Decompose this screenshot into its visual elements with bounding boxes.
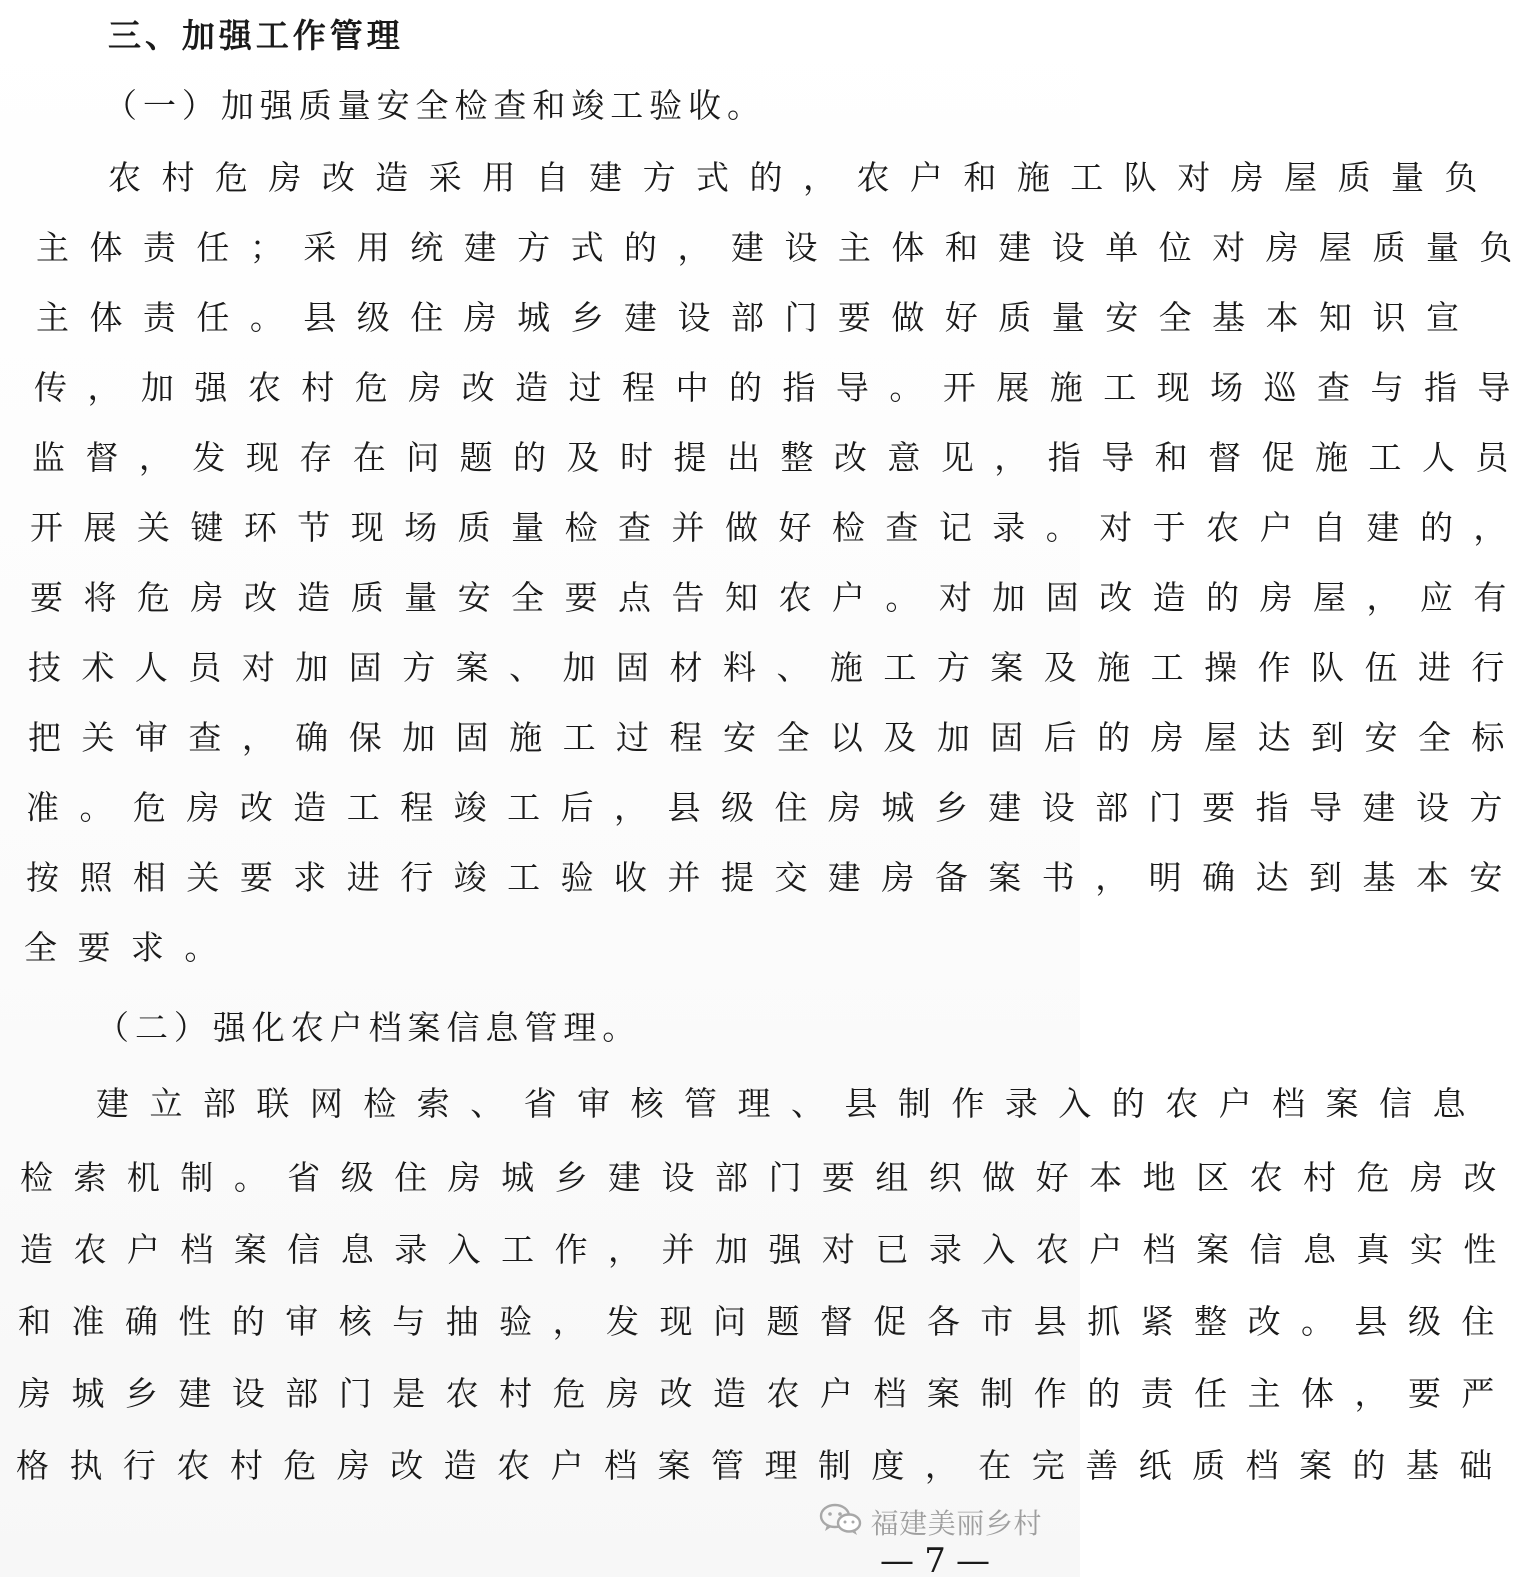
paragraph-1-line-3: 主体责任。县级住房城乡建设部门要做好质量安全基本知识宣 <box>36 298 1480 337</box>
paragraph-1-line-9: 把关审查，确保加固施工过程安全以及加固后的房屋达到安全标 <box>28 718 1525 757</box>
paragraph-2-line-2: 检索机制。省级住房城乡建设部门要组织做好本地区农村危房改 <box>20 1158 1517 1197</box>
section-heading: 三、加强工作管理 <box>108 16 404 55</box>
paragraph-1-line-10: 准。危房改造工程竣工后，县级住房城乡建设部门要指导建设方 <box>26 788 1523 827</box>
paragraph-1-line-12: 全要求。 <box>24 928 238 967</box>
paragraph-1-line-5: 监督，发现存在问题的及时提出整改意见，指导和督促施工人员 <box>32 438 1529 477</box>
paragraph-1-line-6: 开展关键环节现场质量检查并做好检查记录。对于农户自建的， <box>30 508 1527 547</box>
paragraph-2-line-5: 房城乡建设部门是农村危房改造农户档案制作的责任主体，要严 <box>18 1374 1515 1413</box>
paragraph-1-line-1: 农村危房改造采用自建方式的，农户和施工队对房屋质量负 <box>108 158 1498 197</box>
paragraph-2-line-4: 和准确性的审核与抽验，发现问题督促各市县抓紧整改。县级住 <box>18 1302 1515 1341</box>
watermark-text: 福建美丽乡村 <box>870 1507 1042 1540</box>
subsection-heading-2: （二）强化农户档案信息管理。 <box>96 1008 642 1047</box>
paragraph-1-line-11: 按照相关要求进行竣工验收并提交建房备案书，明确达到基本安 <box>26 858 1523 897</box>
subsection-heading-1: （一）加强质量安全检查和竣工验收。 <box>104 86 766 125</box>
paragraph-1-line-7: 要将危房改造质量安全要点告知农户。对加固改造的房屋，应有 <box>30 578 1527 617</box>
wechat-watermark <box>819 1500 1042 1544</box>
wechat-icon <box>819 1501 863 1544</box>
page-number: —7— <box>880 1541 1001 1581</box>
paragraph-1-line-8: 技术人员对加固方案、加固材料、施工方案及施工操作队伍进行 <box>28 648 1525 687</box>
paragraph-1-line-4: 传，加强农村危房改造过程中的指导。开展施工现场巡查与指导 <box>34 368 1531 407</box>
paragraph-1-line-2: 主体责任；采用统建方式的，建设主体和建设单位对房屋质量负 <box>36 228 1533 267</box>
paragraph-2-line-6: 格执行农村危房改造农户档案管理制度，在完善纸质档案的基础 <box>16 1446 1513 1485</box>
paragraph-2-line-3: 造农户档案信息录入工作，并加强对已录入农户档案信息真实性 <box>20 1230 1517 1269</box>
paragraph-2-line-1: 建立部联网检索、省审核管理、县制作录入的农户档案信息 <box>96 1084 1486 1123</box>
